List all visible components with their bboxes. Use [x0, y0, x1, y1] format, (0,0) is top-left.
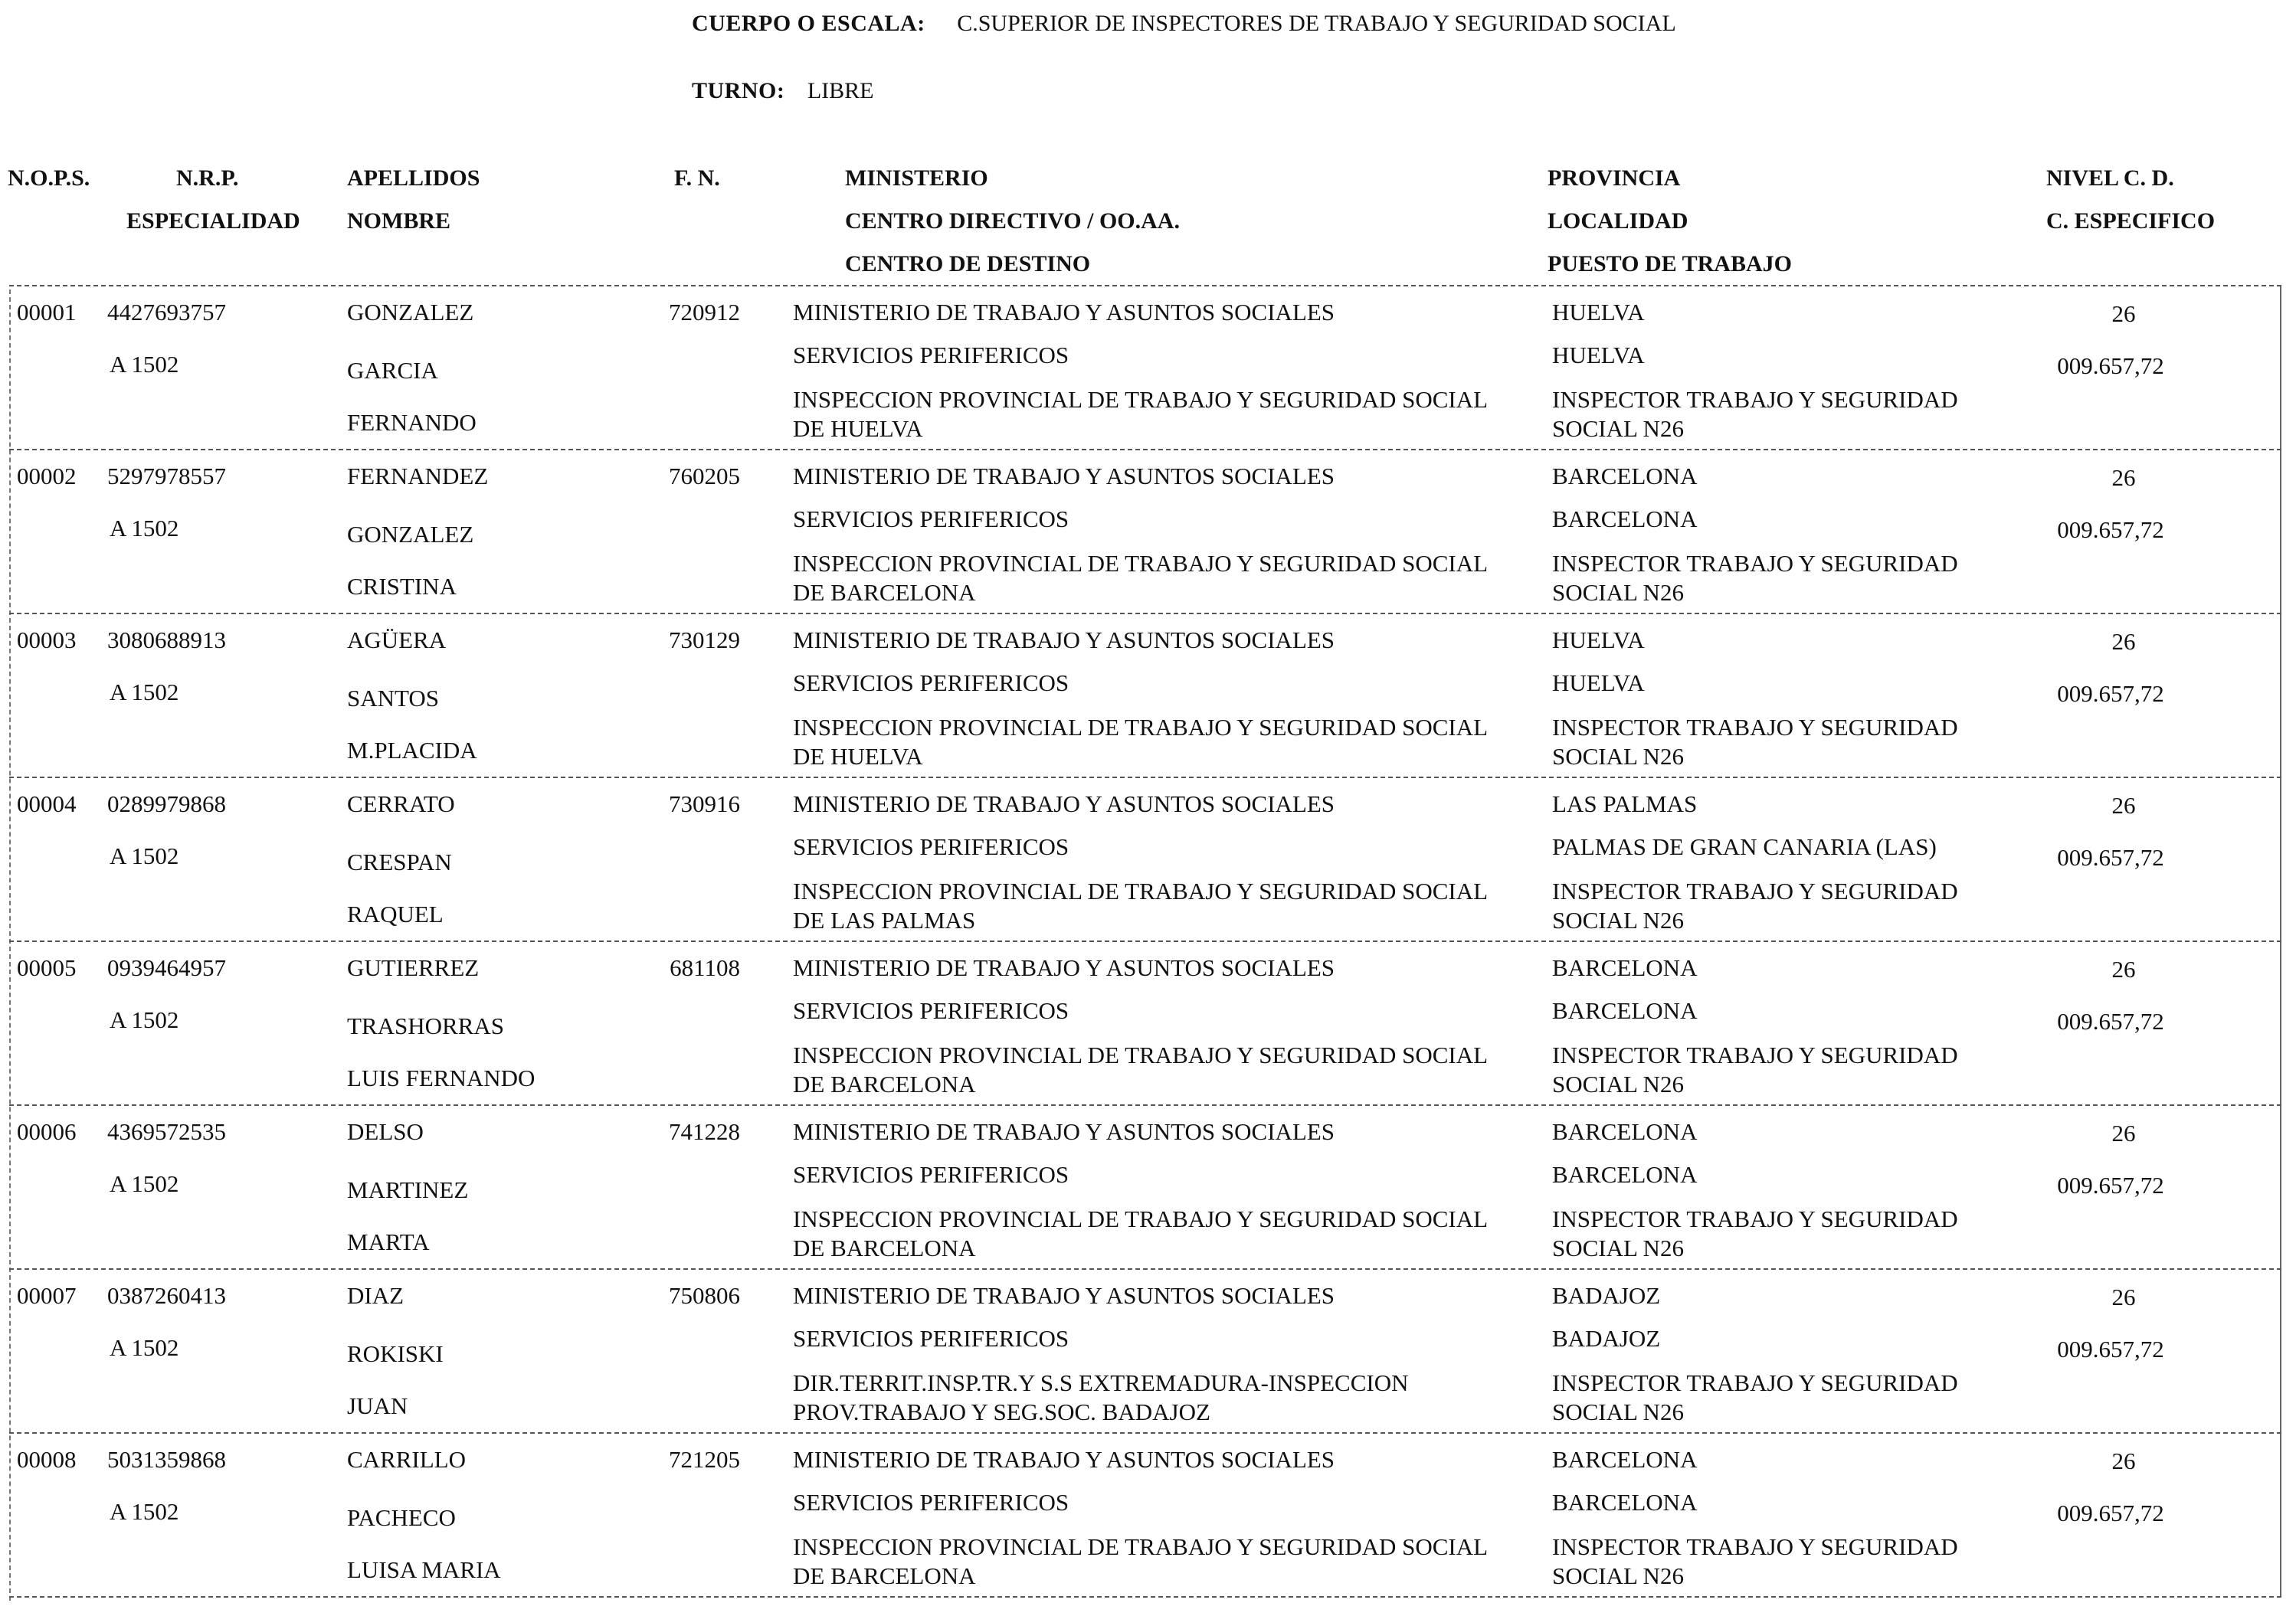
- record-destino-line1: INSPECCION PROVINCIAL DE TRABAJO Y SEGURIDAD SOCIAL: [793, 714, 1489, 741]
- record-apellido2: CRESPAN: [347, 849, 452, 875]
- cuerpo-line: [692, 11, 1676, 37]
- record-destino-line2: DE HUELVA: [793, 415, 923, 442]
- record-puesto-line2: SOCIAL N26: [1552, 1562, 1684, 1589]
- record-fn: 681108: [670, 954, 740, 981]
- record-destino-line1: INSPECCION PROVINCIAL DE TRABAJO Y SEGURIDAD SOCIAL: [793, 386, 1489, 413]
- record-nivel: 26: [2111, 300, 2136, 327]
- row-divider: [9, 1104, 2281, 1106]
- turno-value: LIBRE: [807, 78, 874, 103]
- record-fn: 721205: [669, 1446, 740, 1473]
- record-destino-line1: INSPECCION PROVINCIAL DE TRABAJO Y SEGURIDAD SOCIAL: [793, 878, 1489, 905]
- record-localidad: BARCELONA: [1552, 1161, 1698, 1188]
- record-nombre: M.PLACIDA: [347, 737, 477, 764]
- record-nrp: 4427693757: [107, 299, 226, 325]
- record-especifico: 009.657,72: [2057, 1172, 2164, 1199]
- record-nivel: 26: [2111, 628, 2136, 655]
- record-nrp: 0289979868: [107, 790, 226, 817]
- record-centro-directivo: SERVICIOS PERIFERICOS: [793, 1161, 1069, 1188]
- record-provincia: BADAJOZ: [1552, 1282, 1661, 1309]
- record-ministerio: MINISTERIO DE TRABAJO Y ASUNTOS SOCIALES: [793, 1118, 1335, 1145]
- record-apellido1: CARRILLO: [347, 1446, 466, 1473]
- record-destino-line1: INSPECCION PROVINCIAL DE TRABAJO Y SEGURIDAD SOCIAL: [793, 550, 1489, 577]
- record-localidad: BARCELONA: [1552, 505, 1698, 532]
- record-apellido1: GONZALEZ: [347, 299, 474, 325]
- col-ministerio: MINISTERIO: [845, 165, 988, 191]
- record-puesto-line1: INSPECTOR TRABAJO Y SEGURIDAD: [1552, 878, 1958, 905]
- row-divider: [9, 940, 2281, 942]
- record-nombre: MARTA: [347, 1228, 430, 1255]
- record-especialidad: A 1502: [110, 351, 179, 378]
- record-apellido2: TRASHORRAS: [347, 1012, 504, 1039]
- record-apellido2: SANTOS: [347, 685, 440, 711]
- record-nops: 00003: [17, 626, 77, 653]
- record-fn: 750806: [669, 1282, 740, 1309]
- record-nombre: RAQUEL: [347, 901, 444, 927]
- row-divider: [9, 449, 2281, 450]
- record-centro-directivo: SERVICIOS PERIFERICOS: [793, 669, 1069, 696]
- record-fn: 760205: [669, 463, 740, 489]
- record-nops: 00006: [17, 1118, 77, 1145]
- record-centro-directivo: SERVICIOS PERIFERICOS: [793, 505, 1069, 532]
- row-divider: [9, 1432, 2281, 1434]
- record-nivel: 26: [2111, 464, 2136, 491]
- record-especifico: 009.657,72: [2057, 1500, 2164, 1526]
- record-localidad: PALMAS DE GRAN CANARIA (LAS): [1552, 833, 1937, 860]
- record-destino-line2: DE BARCELONA: [793, 1235, 976, 1261]
- col-nombre: NOMBRE: [347, 208, 450, 234]
- record-apellido1: GUTIERREZ: [347, 954, 480, 981]
- record-localidad: HUELVA: [1552, 669, 1645, 696]
- record-nops: 00005: [17, 954, 77, 981]
- record-nivel: 26: [2111, 1120, 2136, 1147]
- record-especialidad: A 1502: [110, 1334, 179, 1361]
- record-ministerio: MINISTERIO DE TRABAJO Y ASUNTOS SOCIALES: [793, 1446, 1335, 1473]
- record-puesto-line2: SOCIAL N26: [1552, 579, 1684, 606]
- record-nombre: FERNANDO: [347, 409, 477, 436]
- turno-line: [692, 78, 874, 104]
- record-especialidad: A 1502: [110, 842, 179, 869]
- record-provincia: BARCELONA: [1552, 1446, 1698, 1473]
- record-puesto-line2: SOCIAL N26: [1552, 1398, 1684, 1425]
- record-destino-line2: DE BARCELONA: [793, 1562, 976, 1589]
- record-ministerio: MINISTERIO DE TRABAJO Y ASUNTOS SOCIALES: [793, 790, 1335, 817]
- record-apellido1: DELSO: [347, 1118, 424, 1145]
- record-puesto-line2: SOCIAL N26: [1552, 415, 1684, 442]
- record-puesto-line2: SOCIAL N26: [1552, 743, 1684, 770]
- record-fn: 730129: [669, 626, 740, 653]
- record-puesto-line1: INSPECTOR TRABAJO Y SEGURIDAD: [1552, 1533, 1958, 1560]
- record-nops: 00007: [17, 1282, 77, 1309]
- record-especifico: 009.657,72: [2057, 1008, 2164, 1035]
- row-divider: [9, 285, 2281, 286]
- record-provincia: BARCELONA: [1552, 954, 1698, 981]
- record-puesto-line2: SOCIAL N26: [1552, 907, 1684, 934]
- record-ministerio: MINISTERIO DE TRABAJO Y ASUNTOS SOCIALES: [793, 954, 1335, 981]
- col-puesto: PUESTO DE TRABAJO: [1548, 251, 1792, 276]
- col-fn: F. N.: [674, 165, 720, 191]
- cuerpo-value: C.SUPERIOR DE INSPECTORES DE TRABAJO Y SEGURIDAD SOCIAL: [957, 11, 1676, 36]
- record-ministerio: MINISTERIO DE TRABAJO Y ASUNTOS SOCIALES: [793, 463, 1335, 489]
- record-nrp: 3080688913: [107, 626, 226, 653]
- record-puesto-line1: INSPECTOR TRABAJO Y SEGURIDAD: [1552, 550, 1958, 577]
- record-destino-line2: DE BARCELONA: [793, 1071, 976, 1098]
- record-fn: 741228: [669, 1118, 740, 1145]
- record-especialidad: A 1502: [110, 1006, 179, 1033]
- record-especialidad: A 1502: [110, 679, 179, 705]
- record-nrp: 0387260413: [107, 1282, 226, 1309]
- record-localidad: BARCELONA: [1552, 1489, 1698, 1516]
- record-puesto-line1: INSPECTOR TRABAJO Y SEGURIDAD: [1552, 714, 1958, 741]
- record-localidad: HUELVA: [1552, 342, 1645, 368]
- record-centro-directivo: SERVICIOS PERIFERICOS: [793, 342, 1069, 368]
- record-nops: 00008: [17, 1446, 77, 1473]
- record-nivel: 26: [2111, 792, 2136, 819]
- record-centro-directivo: SERVICIOS PERIFERICOS: [793, 997, 1069, 1024]
- record-especifico: 009.657,72: [2057, 680, 2164, 707]
- record-destino-line1: INSPECCION PROVINCIAL DE TRABAJO Y SEGURIDAD SOCIAL: [793, 1205, 1489, 1232]
- col-centro-directivo: CENTRO DIRECTIVO / OO.AA.: [845, 208, 1180, 234]
- record-localidad: BARCELONA: [1552, 997, 1698, 1024]
- record-puesto-line2: SOCIAL N26: [1552, 1235, 1684, 1261]
- col-nrp: N.R.P.: [176, 165, 239, 191]
- record-puesto-line2: SOCIAL N26: [1552, 1071, 1684, 1098]
- row-divider: [9, 613, 2281, 614]
- record-destino-line2: DE HUELVA: [793, 743, 923, 770]
- record-nops: 00004: [17, 790, 77, 817]
- record-ministerio: MINISTERIO DE TRABAJO Y ASUNTOS SOCIALES: [793, 626, 1335, 653]
- record-apellido1: DIAZ: [347, 1282, 405, 1309]
- col-nops: N.O.P.S.: [8, 165, 90, 191]
- record-apellido2: GONZALEZ: [347, 521, 474, 548]
- record-puesto-line1: INSPECTOR TRABAJO Y SEGURIDAD: [1552, 386, 1958, 413]
- record-provincia: LAS PALMAS: [1552, 790, 1698, 817]
- record-ministerio: MINISTERIO DE TRABAJO Y ASUNTOS SOCIALES: [793, 299, 1335, 325]
- record-apellido1: AGÜERA: [347, 626, 447, 653]
- turno-label: TURNO:: [692, 78, 785, 103]
- record-nombre: CRISTINA: [347, 573, 457, 600]
- record-destino-line2: DE BARCELONA: [793, 579, 976, 606]
- record-apellido2: MARTINEZ: [347, 1176, 469, 1203]
- record-centro-directivo: SERVICIOS PERIFERICOS: [793, 833, 1069, 860]
- record-especifico: 009.657,72: [2057, 516, 2164, 543]
- record-puesto-line1: INSPECTOR TRABAJO Y SEGURIDAD: [1552, 1369, 1958, 1396]
- record-puesto-line1: INSPECTOR TRABAJO Y SEGURIDAD: [1552, 1042, 1958, 1068]
- record-especialidad: A 1502: [110, 1498, 179, 1525]
- col-nivel: NIVEL C. D.: [2046, 165, 2174, 191]
- record-nombre: LUISA MARIA: [347, 1556, 501, 1583]
- table-bottom-rule: [9, 1596, 2281, 1598]
- record-especialidad: A 1502: [110, 1170, 179, 1197]
- record-destino-line1: INSPECCION PROVINCIAL DE TRABAJO Y SEGURIDAD SOCIAL: [793, 1042, 1489, 1068]
- record-nombre: LUIS FERNANDO: [347, 1065, 536, 1091]
- col-centro-destino: CENTRO DE DESTINO: [845, 251, 1091, 276]
- record-fn: 730916: [669, 790, 740, 817]
- record-especifico: 009.657,72: [2057, 1336, 2164, 1362]
- record-especifico: 009.657,72: [2057, 352, 2164, 379]
- record-provincia: HUELVA: [1552, 299, 1645, 325]
- record-localidad: BADAJOZ: [1552, 1325, 1661, 1352]
- record-nrp: 5031359868: [107, 1446, 226, 1473]
- record-centro-directivo: SERVICIOS PERIFERICOS: [793, 1325, 1069, 1352]
- cuerpo-label: CUERPO O ESCALA:: [692, 11, 925, 36]
- record-provincia: BARCELONA: [1552, 1118, 1698, 1145]
- record-nrp: 0939464957: [107, 954, 226, 981]
- record-especifico: 009.657,72: [2057, 844, 2164, 871]
- record-provincia: HUELVA: [1552, 626, 1645, 653]
- col-especialidad: ESPECIALIDAD: [126, 208, 300, 234]
- col-apellidos: APELLIDOS: [347, 165, 480, 191]
- col-localidad: LOCALIDAD: [1548, 208, 1688, 234]
- record-apellido2: ROKISKI: [347, 1340, 444, 1367]
- record-nrp: 5297978557: [107, 463, 226, 489]
- record-especialidad: A 1502: [110, 515, 179, 541]
- record-ministerio: MINISTERIO DE TRABAJO Y ASUNTOS SOCIALES: [793, 1282, 1335, 1309]
- record-nivel: 26: [2111, 1448, 2136, 1474]
- record-fn: 720912: [669, 299, 740, 325]
- row-divider: [9, 1268, 2281, 1270]
- table-left-border: [9, 290, 11, 1601]
- col-especifico: C. ESPECIFICO: [2046, 208, 2216, 234]
- record-nivel: 26: [2111, 956, 2136, 983]
- col-provincia: PROVINCIA: [1548, 165, 1681, 191]
- record-puesto-line1: INSPECTOR TRABAJO Y SEGURIDAD: [1552, 1205, 1958, 1232]
- record-destino-line2: DE LAS PALMAS: [793, 907, 976, 934]
- record-nops: 00002: [17, 463, 77, 489]
- record-destino-line2: PROV.TRABAJO Y SEG.SOC. BADAJOZ: [793, 1398, 1210, 1425]
- record-destino-line1: INSPECCION PROVINCIAL DE TRABAJO Y SEGURIDAD SOCIAL: [793, 1533, 1489, 1560]
- record-nivel: 26: [2111, 1284, 2136, 1310]
- record-apellido1: FERNANDEZ: [347, 463, 489, 489]
- record-centro-directivo: SERVICIOS PERIFERICOS: [793, 1489, 1069, 1516]
- record-apellido2: PACHECO: [347, 1504, 456, 1531]
- record-apellido1: CERRATO: [347, 790, 455, 817]
- record-nops: 00001: [17, 299, 77, 325]
- record-nrp: 4369572535: [107, 1118, 226, 1145]
- record-destino-line1: DIR.TERRIT.INSP.TR.Y S.S EXTREMADURA-INSPECCION: [793, 1369, 1409, 1396]
- record-nombre: JUAN: [347, 1392, 408, 1419]
- record-apellido2: GARCIA: [347, 357, 438, 384]
- record-provincia: BARCELONA: [1552, 463, 1698, 489]
- row-divider: [9, 777, 2281, 778]
